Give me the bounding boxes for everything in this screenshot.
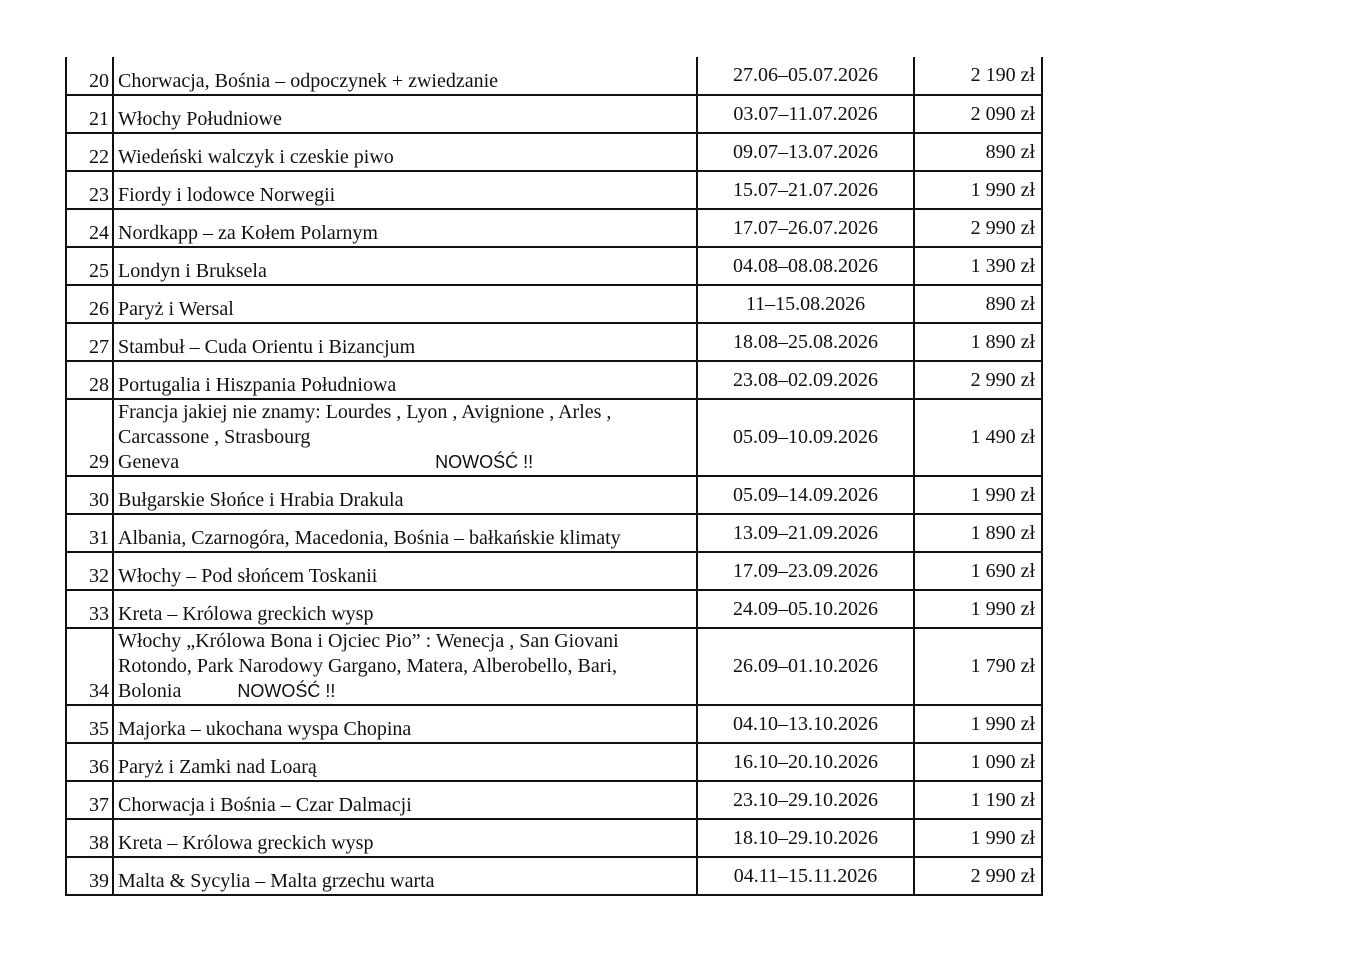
table-row [66, 705, 1042, 743]
row-number: 36 [66, 743, 113, 781]
tour-dates: 26.09–01.10.2026 [697, 628, 914, 705]
table-row [66, 590, 1042, 628]
tour-name-line: Carcassone , Strasbourg [118, 426, 311, 448]
tour-name [113, 552, 697, 590]
tour-name-line: Włochy „Królowa Bona i Ojciec Pio” : Wenecja , San Giovani [118, 630, 619, 652]
table-row [66, 552, 1042, 590]
tour-dates: 16.10–20.10.2026 [697, 743, 914, 781]
tour-name-line: Portugalia i Hiszpania Południowa [118, 374, 397, 396]
tour-table-body [66, 57, 1042, 895]
tour-name [113, 628, 697, 705]
table-row [66, 247, 1042, 285]
tour-name-line [118, 450, 696, 475]
table-row [66, 399, 1042, 476]
tour-price: 2 990 zł [914, 209, 1042, 247]
tour-name [113, 247, 697, 285]
tour-name-line [118, 679, 696, 704]
tour-name [113, 95, 697, 133]
tour-dates: 09.07–13.07.2026 [697, 133, 914, 171]
tour-price: 1 890 zł [914, 514, 1042, 552]
row-number: 35 [66, 705, 113, 743]
table-row [66, 781, 1042, 819]
tour-name-line: Kreta – Królowa greckich wysp [118, 603, 374, 625]
tour-price: 2 990 zł [914, 857, 1042, 895]
tour-name-line: Włochy Południowe [118, 108, 282, 130]
tour-name [113, 590, 697, 628]
row-number: 28 [66, 361, 113, 399]
table-row [66, 95, 1042, 133]
tour-dates: 13.09–21.09.2026 [697, 514, 914, 552]
tour-name-line: Francja jakiej nie znamy: Lourdes , Lyon , Avignione , Arles , [118, 401, 612, 423]
tour-name-line: Londyn i Bruksela [118, 260, 267, 282]
row-number: 27 [66, 323, 113, 361]
table-row [66, 171, 1042, 209]
tour-dates: 17.07–26.07.2026 [697, 209, 914, 247]
tour-name [113, 57, 697, 95]
tour-price: 1 990 zł [914, 705, 1042, 743]
tour-price: 1 790 zł [914, 628, 1042, 705]
tour-name-line: Paryż i Zamki nad Loarą [118, 756, 317, 778]
tour-dates: 11–15.08.2026 [697, 285, 914, 323]
row-number: 31 [66, 514, 113, 552]
table-row [66, 361, 1042, 399]
row-number: 37 [66, 781, 113, 819]
tour-name-line: Nordkapp – za Kołem Polarnym [118, 222, 378, 244]
tour-price: 1 490 zł [914, 399, 1042, 476]
row-number: 38 [66, 819, 113, 857]
tour-name [113, 743, 697, 781]
tour-dates: 04.08–08.08.2026 [697, 247, 914, 285]
tour-name-line: Kreta – Królowa greckich wysp [118, 832, 374, 854]
table-row [66, 323, 1042, 361]
tour-price: 1 390 zł [914, 247, 1042, 285]
tour-name-line: Chorwacja i Bośnia – Czar Dalmacji [118, 794, 412, 816]
tour-name [113, 171, 697, 209]
tour-dates: 23.10–29.10.2026 [697, 781, 914, 819]
tour-name [113, 285, 697, 323]
tour-price: 2 190 zł [914, 57, 1042, 95]
tour-dates: 27.06–05.07.2026 [697, 57, 914, 95]
row-number: 30 [66, 476, 113, 514]
tour-dates: 04.10–13.10.2026 [697, 705, 914, 743]
tour-dates: 04.11–15.11.2026 [697, 857, 914, 895]
tour-name-line: Bułgarskie Słońce i Hrabia Drakula [118, 489, 404, 511]
row-number: 29 [66, 399, 113, 476]
row-number: 26 [66, 285, 113, 323]
tour-name [113, 323, 697, 361]
table-row [66, 743, 1042, 781]
row-number: 22 [66, 133, 113, 171]
table-row [66, 819, 1042, 857]
tour-price: 1 890 zł [914, 323, 1042, 361]
tour-dates: 18.10–29.10.2026 [697, 819, 914, 857]
tour-dates: 17.09–23.09.2026 [697, 552, 914, 590]
tour-name [113, 133, 697, 171]
tour-name [113, 476, 697, 514]
tour-price: 2 990 zł [914, 361, 1042, 399]
table-row [66, 209, 1042, 247]
tour-price: 1 690 zł [914, 552, 1042, 590]
tour-price: 1 990 zł [914, 819, 1042, 857]
row-number: 32 [66, 552, 113, 590]
tour-price: 1 090 zł [914, 743, 1042, 781]
tour-table [65, 57, 1043, 896]
table-row [66, 857, 1042, 895]
tour-dates: 18.08–25.08.2026 [697, 323, 914, 361]
tour-name-last: Bolonia [118, 680, 182, 702]
table-row [66, 628, 1042, 705]
tour-price: 1 190 zł [914, 781, 1042, 819]
row-number: 20 [66, 57, 113, 95]
tour-name [113, 781, 697, 819]
tour-price: 1 990 zł [914, 171, 1042, 209]
tour-dates: 05.09–14.09.2026 [697, 476, 914, 514]
tour-name-line: Fiordy i lodowce Norwegii [118, 184, 336, 206]
tour-name-line: Majorka – ukochana wyspa Chopina [118, 718, 412, 740]
tour-name [113, 361, 697, 399]
tour-dates: 24.09–05.10.2026 [697, 590, 914, 628]
tour-dates: 05.09–10.09.2026 [697, 399, 914, 476]
tour-name-last: Geneva [118, 451, 180, 473]
tour-name-line: Paryż i Wersal [118, 298, 234, 320]
tour-name [113, 705, 697, 743]
tour-name-line: Włochy – Pod słońcem Toskanii [118, 565, 378, 587]
tour-price: 2 090 zł [914, 95, 1042, 133]
tour-name-line: Albania, Czarnogóra, Macedonia, Bośnia – bałkańskie klimaty [118, 527, 621, 549]
tour-dates: 23.08–02.09.2026 [697, 361, 914, 399]
tour-name [113, 209, 697, 247]
new-badge: NOWOŚĆ !! [435, 452, 534, 472]
new-badge: NOWOŚĆ !! [237, 681, 336, 701]
tour-name-line: Chorwacja, Bośnia – odpoczynek + zwiedzanie [118, 70, 499, 92]
tour-price: 1 990 zł [914, 590, 1042, 628]
table-row [66, 133, 1042, 171]
row-number: 34 [66, 628, 113, 705]
tour-name [113, 819, 697, 857]
row-number: 33 [66, 590, 113, 628]
row-number: 25 [66, 247, 113, 285]
tour-dates: 15.07–21.07.2026 [697, 171, 914, 209]
tour-name-line: Malta & Sycylia – Malta grzechu warta [118, 870, 435, 892]
tour-name-line: Wiedeński walczyk i czeskie piwo [118, 146, 394, 168]
row-number: 24 [66, 209, 113, 247]
tour-price: 1 990 zł [914, 476, 1042, 514]
tour-price: 890 zł [914, 133, 1042, 171]
table-row [66, 476, 1042, 514]
tour-name [113, 399, 697, 476]
row-number: 23 [66, 171, 113, 209]
table-row [66, 57, 1042, 95]
tour-name-line: Rotondo, Park Narodowy Gargano, Matera, Alberobello, Bari, [118, 655, 617, 677]
row-number: 21 [66, 95, 113, 133]
tour-dates: 03.07–11.07.2026 [697, 95, 914, 133]
table-row [66, 285, 1042, 323]
tour-name-line: Stambuł – Cuda Orientu i Bizancjum [118, 336, 416, 358]
table-row [66, 514, 1042, 552]
tour-price: 890 zł [914, 285, 1042, 323]
row-number: 39 [66, 857, 113, 895]
tour-name [113, 857, 697, 895]
tour-name [113, 514, 697, 552]
